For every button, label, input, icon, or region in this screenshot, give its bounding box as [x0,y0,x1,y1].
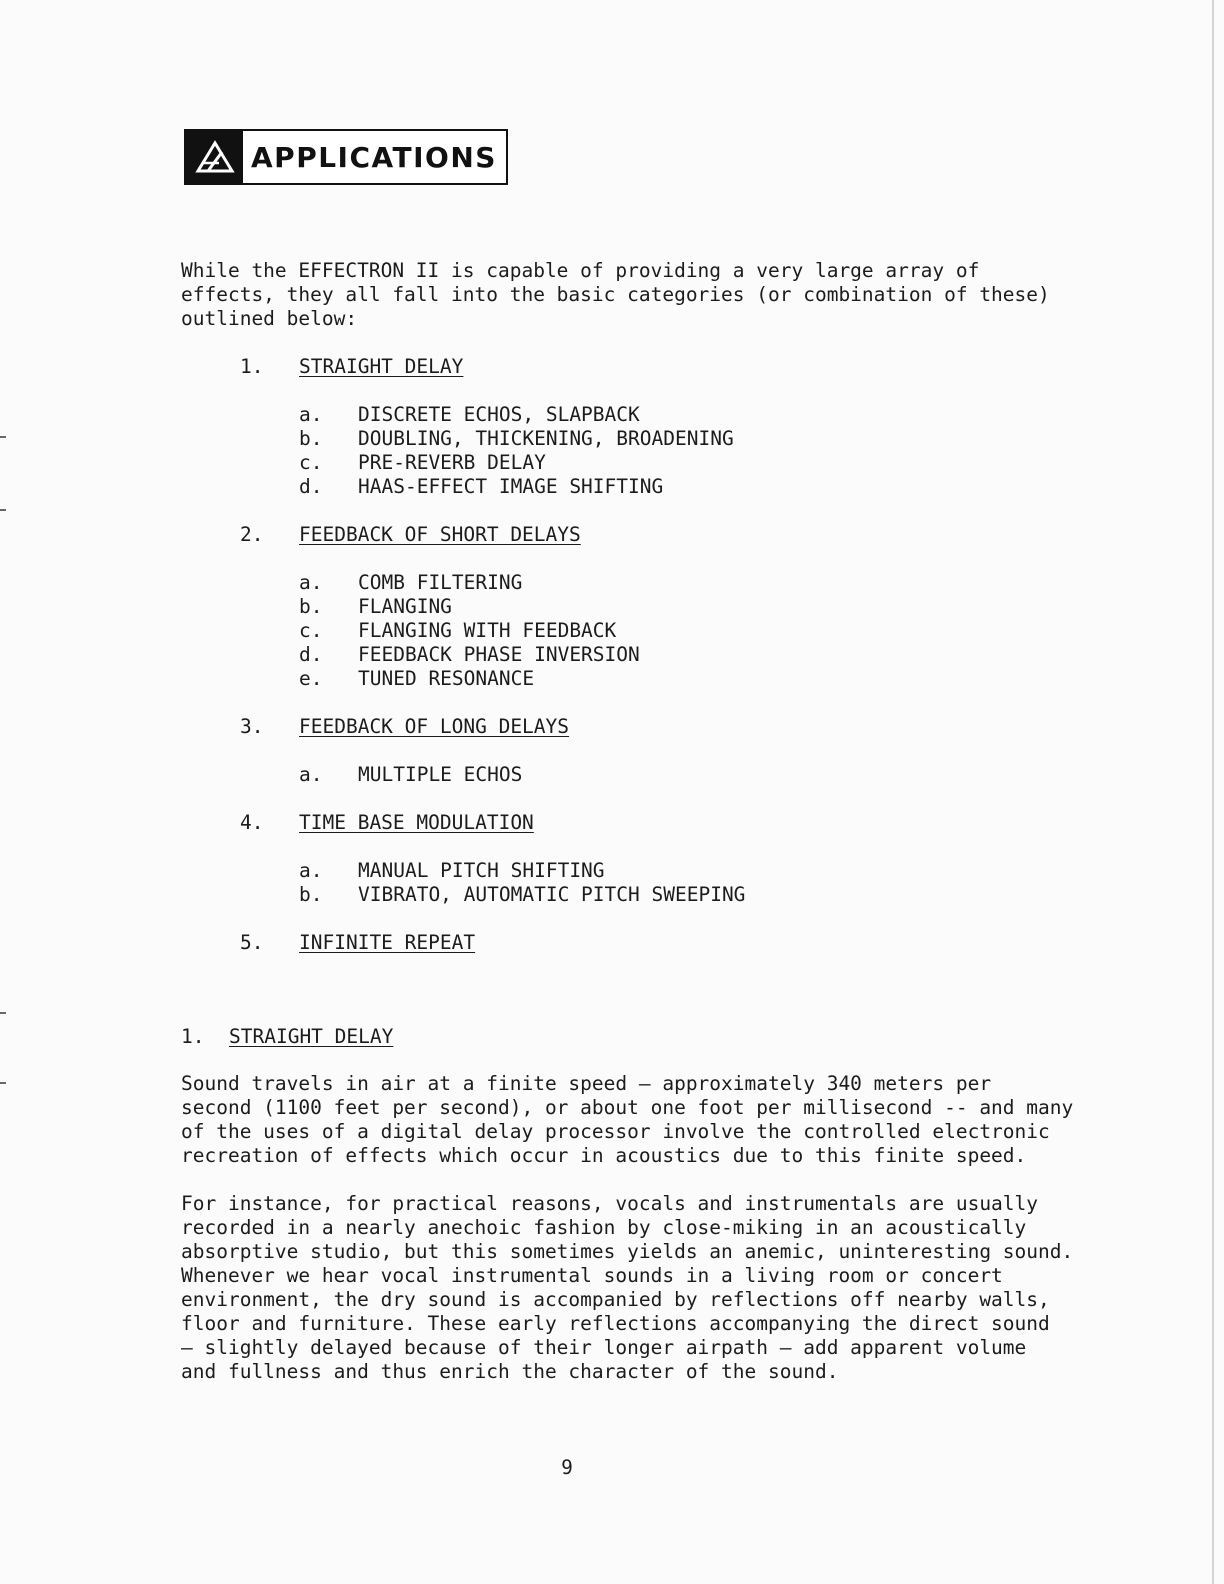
item-letter: b. [299,883,323,906]
category-feedback-short-delays [240,523,1040,691]
item-text: MULTIPLE ECHOS [358,763,523,786]
list-item [299,427,1040,451]
page-number: 9 [561,1456,573,1479]
category-number: 2. [240,523,264,546]
item-text: DOUBLING, THICKENING, BROADENING [358,427,734,450]
item-text: TUNED RESONANCE [358,667,535,690]
section-header [184,129,508,185]
item-text: MANUAL PITCH SHIFTING [358,859,605,882]
item-letter: a. [299,763,323,786]
item-letter: a. [299,403,323,426]
item-text: COMB FILTERING [358,571,523,594]
item-text: FEEDBACK PHASE INVERSION [358,643,640,666]
subcategory-list [240,859,1040,907]
body-paragraph: For instance, for practical reasons, vocals and instrumentals are usually recorded in a nearly anechoic fashion by close-miking in an acoustically absorptive studio, but this sometimes yields an anemic, uninteresting sound. Whenever we hear vocal instrumental sounds in a living room or concert environment, the dry sound is accompanied by reflections off nearby walls, floor and furniture. These early reflections accompanying the direct sound — slightly delayed because of their longer airpath — add apparent volume and fullness and thus enrich the character of the sound. [181,1192,1074,1383]
list-item [299,619,1040,643]
subcategory-list [240,571,1040,691]
section-title: STRAIGHT DELAY [229,1025,394,1048]
category-title: FEEDBACK OF LONG DELAYS [299,715,570,738]
item-letter: a. [299,859,323,882]
item-letter: e. [299,667,323,690]
item-letter: d. [299,643,323,666]
category-straight-delay [240,355,1040,499]
item-text: FLANGING [358,595,452,618]
item-letter: c. [299,451,323,474]
section-heading [181,1025,393,1049]
category-number: 4. [240,811,264,834]
category-number: 5. [240,931,264,954]
margin-tick [0,436,6,438]
item-letter: b. [299,595,323,618]
category-title: STRAIGHT DELAY [299,355,464,378]
list-item [299,883,1040,907]
list-item [299,451,1040,475]
page-title: APPLICATIONS [251,140,497,174]
list-item [299,571,1040,595]
company-logo-icon [186,131,243,183]
item-text: VIBRATO, AUTOMATIC PITCH SWEEPING [358,883,746,906]
category-time-base-modulation [240,811,1040,907]
item-letter: d. [299,475,323,498]
margin-tick [0,509,6,511]
item-letter: b. [299,427,323,450]
category-title: TIME BASE MODULATION [299,811,534,834]
section-number: 1. [181,1025,205,1048]
margin-tick [0,1082,6,1084]
list-item [299,643,1040,667]
category-infinite-repeat [240,931,1040,955]
item-text: DISCRETE ECHOS, SLAPBACK [358,403,640,426]
body-paragraph: Sound travels in air at a finite speed — approximately 340 meters per second (1100 feet per second), or about one foot per millisecond -- and many of the uses of a digital delay processor involve the controlled electronic recreation of effects which occur in acoustics due to this finite speed. [181,1072,1074,1167]
category-number: 1. [240,355,264,378]
list-item [299,475,1040,499]
list-item [299,667,1040,691]
item-letter: a. [299,571,323,594]
margin-tick [0,1012,6,1014]
item-letter: c. [299,619,323,642]
category-number: 3. [240,715,264,738]
list-item [299,859,1040,883]
item-text: FLANGING WITH FEEDBACK [358,619,617,642]
category-title: INFINITE REPEAT [299,931,476,954]
list-item [299,763,1040,787]
item-text: PRE-REVERB DELAY [358,451,546,474]
list-item [299,403,1040,427]
subcategory-list [240,763,1040,787]
item-text: HAAS-EFFECT IMAGE SHIFTING [358,475,664,498]
category-title: FEEDBACK OF SHORT DELAYS [299,523,581,546]
category-outline [240,355,1040,955]
page-edge [1212,0,1214,1584]
category-feedback-long-delays [240,715,1040,787]
list-item [299,595,1040,619]
subcategory-list [240,403,1040,499]
intro-paragraph: While the EFFECTRON II is capable of providing a very large array of effects, they all fall into the basic categories (or combination of these) outlined below: [181,259,1050,330]
